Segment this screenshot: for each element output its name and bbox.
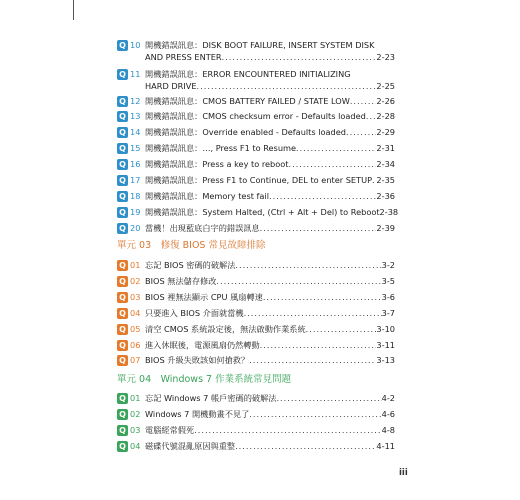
entry-title: AND PRESS ENTER	[145, 52, 222, 62]
entry-title: 開機錯誤訊息：Press a key to reboot	[145, 159, 289, 169]
leader-dots	[222, 51, 377, 63]
question-badge-icon: Q	[117, 191, 128, 202]
entry-title: 開機錯誤訊息：…, Press F1 to Resume	[145, 143, 297, 153]
leader-dots	[350, 95, 377, 107]
leader-dots	[260, 339, 377, 351]
question-badge-icon: Q	[117, 393, 128, 404]
question-badge-icon: Q	[117, 425, 128, 436]
leader-dots	[249, 408, 381, 420]
question-badge-icon: Q	[117, 223, 128, 234]
section-heading-unit-03: 單元 03 修復 BIOS 常見故障排除	[117, 240, 266, 251]
entry-title: 只要進入 BIOS 介面就當機	[145, 308, 244, 318]
question-badge-icon: Q	[117, 207, 128, 218]
leader-dots	[289, 158, 377, 170]
entry-title: Windows 7 開機動畫不見了	[145, 409, 250, 419]
entry-number: 01	[130, 393, 141, 403]
leader-dots	[260, 222, 377, 234]
entry-number: 13	[130, 111, 141, 121]
question-badge-icon: Q	[117, 175, 128, 186]
leader-dots	[249, 354, 376, 366]
leader-dots	[194, 424, 381, 436]
entry-number: 10	[130, 40, 141, 50]
page-ref: 2-26	[376, 96, 395, 106]
question-badge-icon: Q	[117, 96, 128, 107]
leader-dots	[235, 259, 381, 271]
question-badge-icon: Q	[117, 260, 128, 271]
question-badge-icon: Q	[117, 355, 128, 366]
entry-number: 01	[130, 260, 141, 270]
entry-number: 07	[130, 355, 141, 365]
page-number: iii	[399, 468, 408, 478]
leader-dots	[197, 80, 377, 92]
page-ref: 2-36	[376, 191, 395, 201]
section-heading-unit-04: 單元 04 Windows 7 作業系統常見問題	[117, 374, 292, 385]
leader-dots	[269, 190, 376, 202]
page-ref: 2-39	[376, 223, 395, 233]
page-ref: 3-2	[381, 260, 395, 270]
page-ref: 2-34	[376, 159, 395, 169]
question-badge-icon: Q	[117, 292, 128, 303]
entry-title: 開機錯誤訊息：Memory test fail	[145, 191, 269, 201]
entry-title: 進入休眠後，電源風扇仍然轉動	[145, 340, 260, 350]
entry-title: 開機錯誤訊息：CMOS checksum error - Defaults loaded	[145, 111, 366, 121]
leader-dots	[216, 275, 381, 287]
question-badge-icon: Q	[117, 143, 128, 154]
question-badge-icon: Q	[117, 324, 128, 335]
entry-number: 11	[130, 69, 141, 79]
entry-number: 04	[130, 308, 141, 318]
page-ref: 2-25	[376, 81, 395, 91]
page-ref: 3-5	[381, 276, 395, 286]
margin-rule	[73, 0, 74, 20]
entry-title-line1: 開機錯誤訊息：ERROR ENCOUNTERED INITIALIZING	[145, 69, 351, 79]
entry-number: 05	[130, 324, 141, 334]
entry-number: 14	[130, 127, 141, 137]
question-badge-icon: Q	[117, 159, 128, 170]
page-ref: 4-8	[381, 425, 395, 435]
entry-title: BIOS 升級失敗該如何搶救？	[145, 355, 250, 365]
page-ref: 2-28	[376, 111, 395, 121]
leader-dots	[296, 142, 376, 154]
leader-dots	[276, 392, 381, 404]
leader-dots	[366, 110, 377, 122]
entry-title: BIOS 裡無法顯示 CPU 風扇轉速	[145, 292, 263, 302]
page-ref: 2-35	[376, 175, 395, 185]
entry-number: 02	[130, 409, 141, 419]
entry-number: 04	[130, 441, 141, 451]
entry-number: 02	[130, 276, 141, 286]
leader-dots	[346, 126, 376, 138]
entry-number: 06	[130, 340, 141, 350]
entry-title: 忘記 BIOS 密碼的破解法	[145, 260, 236, 270]
leader-dots	[263, 291, 382, 303]
page-ref: 2-23	[376, 52, 395, 62]
page-ref: 2-31	[376, 143, 395, 153]
entry-title: 開機錯誤訊息：System Halted, (Ctrl + Alt + Del) to Reboot	[145, 207, 380, 217]
page-ref: 3-10	[376, 324, 395, 334]
question-badge-icon: Q	[117, 409, 128, 420]
entry-number: 17	[130, 175, 141, 185]
entry-title: HARD DRIVE	[145, 81, 197, 91]
entry-number: 20	[130, 223, 141, 233]
leader-dots	[306, 323, 377, 335]
page-ref: 2-29	[376, 127, 395, 137]
page-ref: 3-13	[376, 355, 395, 365]
entry-title: 開機錯誤訊息：CMOS BATTERY FAILED / STATE LOW	[145, 96, 350, 106]
entry-number: 03	[130, 292, 141, 302]
leader-dots	[235, 440, 376, 452]
entry-title: 當機！出現藍底白字的錯誤訊息	[145, 223, 260, 233]
page-ref: 3-6	[381, 292, 395, 302]
entry-number: 12	[130, 96, 141, 106]
page-ref: 3-7	[381, 308, 395, 318]
question-badge-icon: Q	[117, 127, 128, 138]
leader-dots	[244, 307, 382, 319]
entry-number: 19	[130, 207, 141, 217]
entry-number: 03	[130, 425, 141, 435]
entry-title: BIOS 無法儲存修改	[145, 276, 217, 286]
entry-number: 15	[130, 143, 141, 153]
page-ref: 2-38	[379, 207, 399, 217]
entry-title: 開機錯誤訊息：Press F1 to Continue, DEL to enter SETUP	[145, 175, 373, 185]
question-badge-icon: Q	[117, 308, 128, 319]
question-badge-icon: Q	[117, 441, 128, 452]
page-ref: 4-2	[381, 393, 395, 403]
page-ref: 4-6	[381, 409, 395, 419]
page-ref: 3-11	[376, 340, 395, 350]
entry-title: 開機錯誤訊息：Override enabled - Defaults loaded	[145, 127, 346, 137]
entry-title: 忘記 Windows 7 帳戶密碼的破解法	[145, 393, 277, 403]
entry-number: 16	[130, 159, 141, 169]
entry-number: 18	[130, 191, 141, 201]
question-badge-icon: Q	[117, 111, 128, 122]
entry-title: 磁碟代號混亂原因與重整	[145, 441, 236, 451]
question-badge-icon: Q	[117, 69, 128, 80]
page-ref: 4-11	[376, 441, 395, 451]
question-badge-icon: Q	[117, 40, 128, 51]
question-badge-icon: Q	[117, 276, 128, 287]
entry-title: 清空 CMOS 系統設定後，無法啟動作業系統	[145, 324, 306, 334]
entry-title-line1: 開機錯誤訊息：DISK BOOT FAILURE, INSERT SYSTEM DISK	[145, 40, 375, 50]
question-badge-icon: Q	[117, 340, 128, 351]
entry-title: 電腦經常假死	[145, 425, 195, 435]
